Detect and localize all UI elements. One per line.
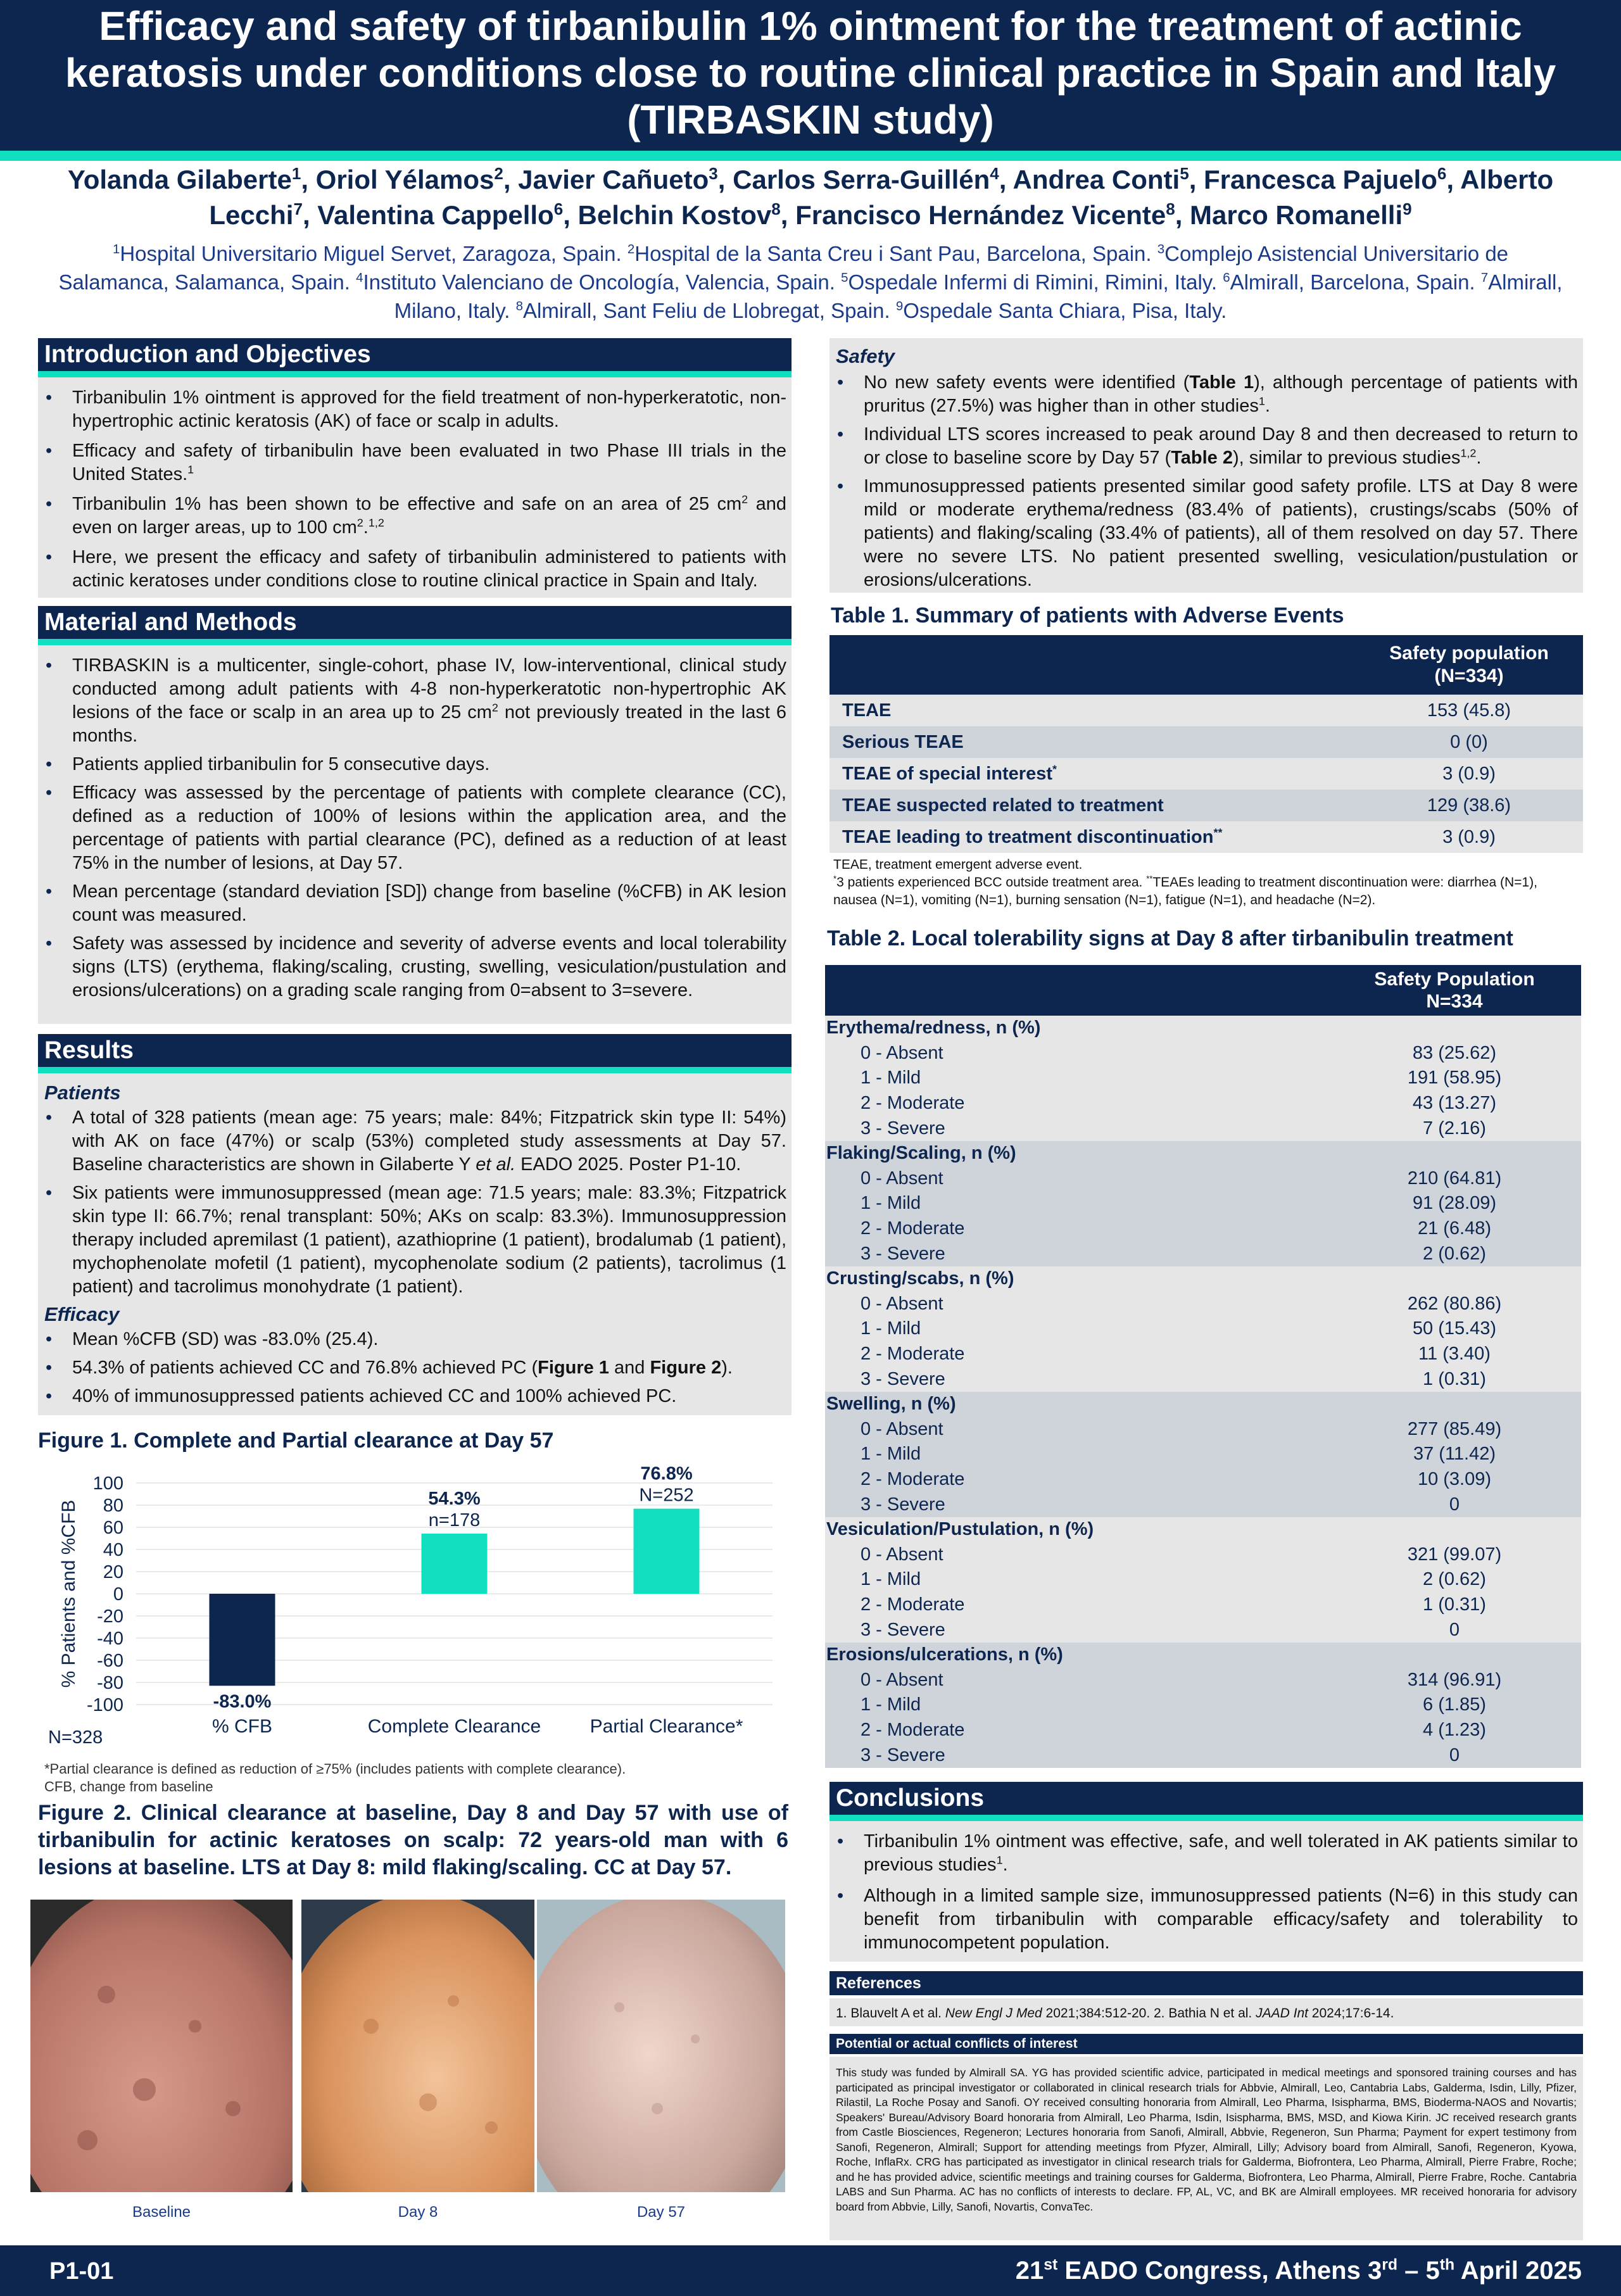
references-panel: 1. Blauvelt A et al. New Engl J Med 2021;384:512-20. 2. Bathia N et al. JAAD Int 2024;17:6-14. (829, 1998, 1583, 2026)
congress-info: 21st EADO Congress, Athens 3rd – 5th April 2025 (1015, 2256, 1582, 2285)
table-group-row (825, 1517, 1581, 1542)
table-row (825, 1041, 1581, 1066)
table-row (825, 1667, 1581, 1693)
table-group-row (825, 1016, 1581, 1041)
table-row (825, 1718, 1581, 1743)
author-name: Marco Romanelli (1190, 200, 1403, 230)
table-group-row (825, 1266, 1581, 1292)
methods-bullet-3: • Efficacy was assessed by the percentage of patients with complete clearance (CC), defined as a reduction of 100% of lesions within the application area, and the percentage of patients with partial clearance (PC), defined as a reduction of at least 75% in the number of lesions, at Day 57. (38, 781, 792, 875)
grade-value: 321 (99.07) (1328, 1542, 1581, 1567)
safety-subheading: Safety (836, 345, 895, 367)
row-value: 3 (0.9) (1355, 758, 1583, 790)
author-name: Carlos Serra-Guillén (733, 165, 990, 194)
efficacy-bullet-2: • 54.3% of patients achieved CC and 76.8% achieved PC (Figure 1 and Figure 2). (38, 1356, 792, 1380)
author-affiliation-mark: 2 (494, 164, 503, 183)
grade-label: 0 - Absent (825, 1292, 1328, 1317)
table-row (825, 1366, 1581, 1392)
efficacy-subheading: Efficacy (44, 1303, 120, 1325)
results-panel (38, 1073, 792, 1415)
data-label: 76.8% (640, 1463, 693, 1484)
conclusions-panel (829, 1821, 1583, 1962)
affiliation-text: Complejo Asistencial Universitario de Salamanca, Salamanca, Spain. (58, 242, 1509, 294)
y-tick-label: 80 (103, 1496, 123, 1516)
grade-label: 2 - Moderate (825, 1718, 1328, 1743)
author-name: Andrea Conti (1012, 165, 1180, 194)
adverse-events-table (829, 635, 1583, 853)
grade-value: 1 (0.31) (1328, 1593, 1581, 1618)
safety-panel (829, 338, 1583, 593)
safety-bullet-1: • No new safety events were identified (Table 1), although percentage of patients with pruritus (27.5%) was higher than in other studies$^1$. (829, 371, 1583, 418)
grade-value: 83 (25.62) (1328, 1041, 1581, 1066)
grade-value: 37 (11.42) (1328, 1442, 1581, 1467)
grade-value: 7 (2.16) (1328, 1116, 1581, 1141)
safety-bullet-2: • Individual LTS scores increased to peak around Day 8 and then decreased to return to or close to baseline score by Day 57 (Table 2), similar to previous studies$^{1,2}$. (829, 423, 1583, 470)
table-row (825, 1116, 1581, 1141)
grade-label: 1 - Mild (825, 1066, 1328, 1091)
group-label: Erosions/ulcerations, n (%) (825, 1643, 1328, 1668)
grade-label: 1 - Mild (825, 1442, 1328, 1467)
photo-day57 (537, 1900, 785, 2192)
author-affiliation-mark: 1 (291, 164, 301, 183)
intro-bullet-3: • Tirbanibulin 1% has been shown to be effective and safe on an area of 25 $cm^2$ and even on larger areas, up to 100 $cm^2.^{1,2}$ (38, 493, 792, 539)
row-label: TEAE leading to treatment discontinuation** (829, 821, 1355, 853)
table-row (825, 1241, 1581, 1266)
figure1-footnote: *Partial clearance is defined as reduction of ≥75% (includes patients with complete clearance). CFB, change from baseline (44, 1761, 626, 1795)
y-tick-label: -80 (97, 1673, 123, 1693)
table-row (825, 1442, 1581, 1467)
group-label: Swelling, n (%) (825, 1392, 1328, 1417)
grade-label: 3 - Severe (825, 1116, 1328, 1141)
table2-title: Table 2. Local tolerability signs at Day 8 after tirbanibulin treatment (827, 926, 1513, 950)
title-banner (0, 0, 1621, 151)
y-tick-label: 40 (103, 1540, 123, 1560)
efficacy-bullet-1: • Mean %CFB (SD) was -83.0% (25.4). (38, 1328, 792, 1351)
table-row (825, 1417, 1581, 1442)
table1-title: Table 1. Summary of patients with Adverse Events (831, 603, 1344, 628)
grade-label: 0 - Absent (825, 1667, 1328, 1693)
table-group-row (825, 1643, 1581, 1668)
grade-label: 0 - Absent (825, 1417, 1328, 1442)
row-value: 153 (45.8) (1355, 695, 1583, 726)
grade-label: 3 - Severe (825, 1743, 1328, 1768)
author-list: Yolanda Gilaberte$^1$, Oriol Yélamos$^2$, Javier Cañueto$^3$, Carlos Serra-Guillén$^4$, Andrea Conti$^5$, Francesca Pajuelo$^6$, Alberto Lecchi$^7$, Valentina Cappello$^6$, Belchin Kostov$^8$, Francisco Hernández Vicente$^8$, Marco Romanelli$^9$ (67, 164, 1554, 230)
grade-value: 21 (6.48) (1328, 1216, 1581, 1242)
table1-notes: TEAE, treatment emergent adverse event. *3 patients experienced BCC outside treatment area. **TEAEs leading to treatment discontinuation were: diarrhea (N=1), nausea (N=1), vomiting (N=1), burning sensation (N=1), fatigue (N=1), and headache (N=2). (833, 857, 1537, 907)
table-row (825, 1292, 1581, 1317)
y-tick-label: -60 (97, 1651, 123, 1671)
table-row (825, 1316, 1581, 1342)
methods-bullet-2: • Patients applied tirbanibulin for 5 consecutive days. (38, 753, 792, 776)
methods-bullet-1: • TIRBASKIN is a multicenter, single-cohort, phase IV, low-interventional, clinical study conducted among adult patients with 4-8 non-hyperkeratotic non-hypertrophic AK lesions of the face or scalp in an area up to 25 $cm^2$ not previously treated in the last 6 months. (38, 654, 792, 748)
grade-label: 0 - Absent (825, 1041, 1328, 1066)
table2-header-blank (825, 965, 1328, 1016)
grade-label: 3 - Severe (825, 1492, 1328, 1517)
author-affiliation-mark: 6 (553, 199, 564, 218)
author-affiliation-mark: 5 (1180, 164, 1189, 183)
affiliation-number: 2 (627, 242, 635, 256)
x-tick-label: Complete Clearance (367, 1716, 541, 1737)
photo-baseline (30, 1900, 293, 2192)
y-tick-label: -40 (97, 1629, 123, 1649)
n-label: N=252 (639, 1485, 694, 1506)
group-label: Erythema/redness, n (%) (825, 1016, 1328, 1041)
affiliation-number: 8 (515, 299, 523, 313)
data-label: -83.0% (213, 1691, 272, 1712)
local-tolerability-table (825, 965, 1581, 1768)
methods-heading: Material and Methods (38, 606, 792, 645)
figure2-title: Figure 2. Clinical clearance at baseline, Day 8 and Day 57 with use of tirbanibulin for actinic keratoses on scalp: 72 years-old man with 6 lesions at baseline. LTS at Day 8: mild flaking/scaling. CC at Day 57. (38, 1801, 788, 1879)
grade-label: 3 - Severe (825, 1366, 1328, 1392)
grade-value: 43 (13.27) (1328, 1091, 1581, 1116)
grade-value: 6 (1.85) (1328, 1693, 1581, 1718)
table1-header-blank (829, 635, 1355, 695)
affiliation-number: 9 (895, 299, 904, 313)
conclusion-bullet-2: • Although in a limited sample size, immunosuppressed patients (N=6) in this study can benefit from tirbanibulin with comparable efficacy/safety and tolerability to immunocompetent population. (829, 1884, 1583, 1955)
grade-label: 1 - Mild (825, 1693, 1328, 1718)
author-name: Francisco Hernández Vicente (795, 200, 1166, 230)
intro-bullet-4: • Here, we present the efficacy and safety of tirbanibulin administered to patients with actinic keratoses under conditions close to routine clinical practice in Spain and Italy. (38, 546, 792, 593)
intro-bullet-1: • Tirbanibulin 1% ointment is approved for the field treatment of non-hyperkeratotic, non-hypertrophic actinic keratosis (AK) of face or scalp in adults. (38, 386, 792, 433)
caption-day8: Day 8 (398, 2204, 438, 2221)
x-tick-label: % CFB (211, 1716, 273, 1737)
grade-label: 0 - Absent (825, 1166, 1328, 1192)
grade-value: 2 (0.62) (1328, 1567, 1581, 1593)
affiliation-text: Almirall, Barcelona, Spain. (1230, 270, 1475, 294)
affiliation-text: Ospedale Infermi di Rimini, Rimini, Italy. (848, 270, 1218, 294)
table1-body (829, 695, 1583, 853)
grade-value: 277 (85.49) (1328, 1417, 1581, 1442)
y-tick-label: 100 (92, 1473, 123, 1494)
author-name: Francesca Pajuelo (1204, 165, 1437, 194)
table-row (825, 1191, 1581, 1216)
author-name: Alberto Lecchi (209, 165, 1554, 230)
row-label: TEAE suspected related to treatment (829, 790, 1355, 821)
results-heading: Results (38, 1034, 792, 1073)
row-label: Serious TEAE (829, 726, 1355, 758)
poster-id: P1-01 (49, 2258, 114, 2285)
grade-value: 10 (3.09) (1328, 1467, 1581, 1492)
table2-body (825, 1016, 1581, 1768)
grade-value: 191 (58.95) (1328, 1066, 1581, 1091)
table-row (825, 1567, 1581, 1593)
affiliation-number: 5 (841, 270, 848, 285)
author-affiliation-mark: 4 (990, 164, 999, 183)
grade-value: 0 (1328, 1743, 1581, 1768)
affiliation-number: 4 (356, 270, 363, 285)
efficacy-bullet-3: • 40% of immunosuppressed patients achieved CC and 100% achieved PC. (38, 1385, 792, 1408)
affiliation-number: 7 (1480, 270, 1489, 285)
affiliation-text: Instituto Valenciano de Oncología, Valencia, Spain. (363, 270, 835, 294)
grade-value: 11 (3.40) (1328, 1342, 1581, 1367)
table-row (829, 726, 1583, 758)
intro-bullet-2: • Efficacy and safety of tirbanibulin have been evaluated in two Phase III trials in the United States.$^1$ (38, 439, 792, 486)
table-group-row (825, 1392, 1581, 1417)
patients-bullet-1: • A total of 328 patients (mean age: 75 years; male: 84%; Fitzpatrick skin type II: 54%) with AK on face (47%) or scalp (53%) completed study assessments at Day 57. Baseline characteristics are shown in Gilaberte Y et al. EADO 2025. Poster P1-10. (38, 1106, 792, 1176)
table-row (829, 821, 1583, 853)
table-row (825, 1166, 1581, 1192)
n-label: n=178 (428, 1510, 481, 1530)
y-tick-label: 20 (103, 1562, 123, 1582)
grade-value: 314 (96.91) (1328, 1667, 1581, 1693)
table2-header-population: Safety Population N=334 (1328, 965, 1581, 1016)
grade-value: 2 (0.62) (1328, 1241, 1581, 1266)
intro-panel (38, 377, 792, 598)
caption-day57: Day 57 (636, 2204, 686, 2221)
affiliation-text: Hospital Universitario Miguel Servet, Zaragoza, Spain. (120, 242, 622, 265)
grade-label: 2 - Moderate (825, 1593, 1328, 1618)
grade-value: 1 (0.31) (1328, 1366, 1581, 1392)
conflicts-heading: Potential or actual conflicts of interest (829, 2034, 1583, 2054)
y-tick-label: 0 (113, 1584, 123, 1605)
author-name: Yolanda Gilaberte (67, 165, 292, 194)
table-row (825, 1542, 1581, 1567)
grade-label: 1 - Mild (825, 1567, 1328, 1593)
figure1-bar-chart (25, 1463, 810, 1754)
chart-n-label: N=328 (48, 1727, 103, 1748)
grade-value: 0 (1328, 1492, 1581, 1517)
affiliation-text: Hospital de la Santa Creu i Sant Pau, Barcelona, Spain. (634, 242, 1152, 265)
author-affiliation-mark: 8 (771, 199, 781, 218)
group-label: Crusting/scabs, n (%) (825, 1266, 1328, 1292)
conclusions-heading: Conclusions (829, 1782, 1583, 1821)
table-row (825, 1743, 1581, 1768)
figure1-title: Figure 1. Complete and Partial clearance at Day 57 (38, 1429, 554, 1453)
title-accent-band (0, 151, 1621, 161)
bar (210, 1594, 275, 1686)
affiliation-text: Ospedale Santa Chiara, Pisa, Italy. (903, 299, 1227, 322)
patients-subheading: Patients (44, 1082, 121, 1104)
grade-value: 4 (1.23) (1328, 1718, 1581, 1743)
y-tick-label: -100 (86, 1695, 123, 1715)
grade-label: 2 - Moderate (825, 1467, 1328, 1492)
row-value: 3 (0.9) (1355, 821, 1583, 853)
affiliation-list (57, 239, 1564, 325)
caption-baseline: Baseline (132, 2204, 191, 2221)
grade-label: 3 - Severe (825, 1241, 1328, 1266)
group-label: Vesiculation/Pustulation, n (%) (825, 1517, 1328, 1542)
y-tick-label: -20 (97, 1606, 123, 1627)
grade-label: 2 - Moderate (825, 1091, 1328, 1116)
patients-bullet-2: • Six patients were immunosuppressed (mean age: 71.5 years; male: 83.3%; Fitzpatrick skin type II: 66.7%; renal transplant: 50%; AKs on scalp: 83.3%). Immunosuppression therapy included apremilast (1 patient), azathioprine (1 patient), brodalumab (1 patient), mychophenolate mofetil (1 patient), mycophenolate sodium (2 patients), tacrolimus (1 patient) and tacrolimus monohydrate (1 patient). (38, 1182, 792, 1299)
affiliation-number: 3 (1157, 242, 1165, 256)
author-affiliation-mark: 9 (1403, 199, 1412, 218)
table-row (825, 1066, 1581, 1091)
table-group-row (825, 1141, 1581, 1166)
table-row (829, 790, 1583, 821)
data-label: 54.3% (428, 1488, 481, 1509)
bar (634, 1509, 700, 1594)
grade-label: 2 - Moderate (825, 1216, 1328, 1242)
grade-label: 3 - Severe (825, 1617, 1328, 1643)
row-value: 0 (0) (1355, 726, 1583, 758)
methods-panel (38, 645, 792, 1024)
grade-value: 50 (15.43) (1328, 1316, 1581, 1342)
grade-value: 262 (80.86) (1328, 1292, 1581, 1317)
row-label: TEAE of special interest* (829, 758, 1355, 790)
affiliation-text: Almirall, Sant Feliu de Llobregat, Spain. (522, 299, 890, 322)
grade-label: 2 - Moderate (825, 1342, 1328, 1367)
table-row (829, 695, 1583, 726)
author-affiliation-mark: 7 (293, 199, 303, 218)
row-value: 129 (38.6) (1355, 790, 1583, 821)
grade-label: 1 - Mild (825, 1316, 1328, 1342)
table1-header-population: Safety population (N=334) (1355, 635, 1583, 695)
poster-title: Efficacy and safety of tirbanibulin 1% ointment for the treatment of actinic keratosis under conditions close to routine clinical practice in Spain and Italy (TIRBASKIN study) (65, 3, 1556, 142)
affiliation-number: 1 (112, 242, 120, 256)
conclusion-bullet-1: • Tirbanibulin 1% ointment was effective, safe, and well tolerated in AK patients similar to previous studies$^1$. (829, 1830, 1583, 1877)
author-name: Oriol Yélamos (315, 165, 495, 194)
grade-label: 1 - Mild (825, 1191, 1328, 1216)
grade-value: 0 (1328, 1617, 1581, 1643)
affiliation-text: Almirall, Milano, Italy. (394, 270, 1563, 322)
photo-day8 (301, 1900, 534, 2192)
table-row (825, 1216, 1581, 1242)
y-tick-label: 60 (103, 1518, 123, 1538)
x-tick-label: Partial Clearance* (590, 1716, 743, 1737)
table-row (825, 1342, 1581, 1367)
methods-bullet-5: • Safety was assessed by incidence and severity of adverse events and local tolerability signs (LTS) (erythema, flaking/scaling, crusting, swelling, vesiculation/pustulation and erosions/ulcerations) on a grading scale ranging from 0=absent to 3=severe. (38, 932, 792, 1002)
table-row (829, 758, 1583, 790)
intro-heading: Introduction and Objectives (38, 338, 792, 377)
author-affiliation-mark: 3 (709, 164, 718, 183)
grade-label: 0 - Absent (825, 1542, 1328, 1567)
row-label: TEAE (829, 695, 1355, 726)
author-name: Javier Cañueto (518, 165, 709, 194)
author-name: Belchin Kostov (577, 200, 772, 230)
author-name: Valentina Cappello (317, 200, 554, 230)
affiliation-number: 6 (1223, 270, 1230, 285)
references-heading: References (829, 1971, 1583, 1995)
table-row (825, 1467, 1581, 1492)
table-row (825, 1693, 1581, 1718)
grade-value: 210 (64.81) (1328, 1166, 1581, 1192)
safety-bullet-3: • Immunosuppressed patients presented similar good safety profile. LTS at Day 8 were mild or moderate erythema/redness (83.4% of patients), crustings/scabs (50% of patients) and flaking/scaling (33.4% of patients), all of them resolved on day 57. There were no severe LTS. No patient presented swelling, vesiculation/pustulation or erosions/ulcerations. (829, 475, 1583, 592)
grade-value: 91 (28.09) (1328, 1191, 1581, 1216)
table-row (825, 1492, 1581, 1517)
bar (422, 1534, 488, 1594)
conflicts-panel: This study was funded by Almirall SA. YG has provided scientific advice, participated in medical meetings and sponsored training courses and has participated as principal investigator or collaborated in clinical research trials for Abbvie, Almirall, Leo, Cantabria Labs, Galderma, Isdin, Lilly, Pfizer, Rilastil, La Roche Posay and Sanofi. OY received consulting honoraria from Almirall, Leo Pharma, Isispharma, BMS, Bioderma-NAOS and Novartis; Speakers' Bureau/Advisory Board honoraria from Almirall, Leo Pharma, Isdin, Isispharma, BMS, MSD, and Kiowa Kirin. JC received research grants from Castle Biosciences, Regeneron; Lectures honoraria from Sanofi, Almirall, Abbvie, Regeneron, Sun Pharma; Payment for expert testimony from Sanofi, Regeneron, Almirall; Support for attending meetings from Pfyzer, Almirall, Lilly; Advisory board from Almirall, Sanofi, Regeneron, Kyowa, Roche, InflaRx. CRG has participated as investigator in clinical research trials for Galderma, Biofrontera, Leo Pharma, Almirall, Pierre Frabre, Roche; and he has provided advice, scientific meetings and training courses for Galderma, Biofrontera, Leo Pharma, Almirall, Pierre Frabre, Roche. Cantabria LABS and Sun Pharma. AC has no conflicts of interests to declare. FP, AL, VC, and BK are Almirall employees. MR received honoraria for advisory board from Abbvie, Lilly, Sanofi, Novartis, ConvaTec. (829, 2057, 1583, 2240)
table-row (825, 1593, 1581, 1618)
author-affiliation-mark: 8 (1166, 199, 1175, 218)
table-row (825, 1617, 1581, 1643)
table-row (825, 1091, 1581, 1116)
group-label: Flaking/Scaling, n (%) (825, 1141, 1328, 1166)
author-affiliation-mark: 6 (1437, 164, 1447, 183)
methods-bullet-4: • Mean percentage (standard deviation [SD]) change from baseline (%CFB) in AK lesion count was measured. (38, 880, 792, 927)
y-axis-label: % Patients and %CFB (58, 1499, 79, 1688)
